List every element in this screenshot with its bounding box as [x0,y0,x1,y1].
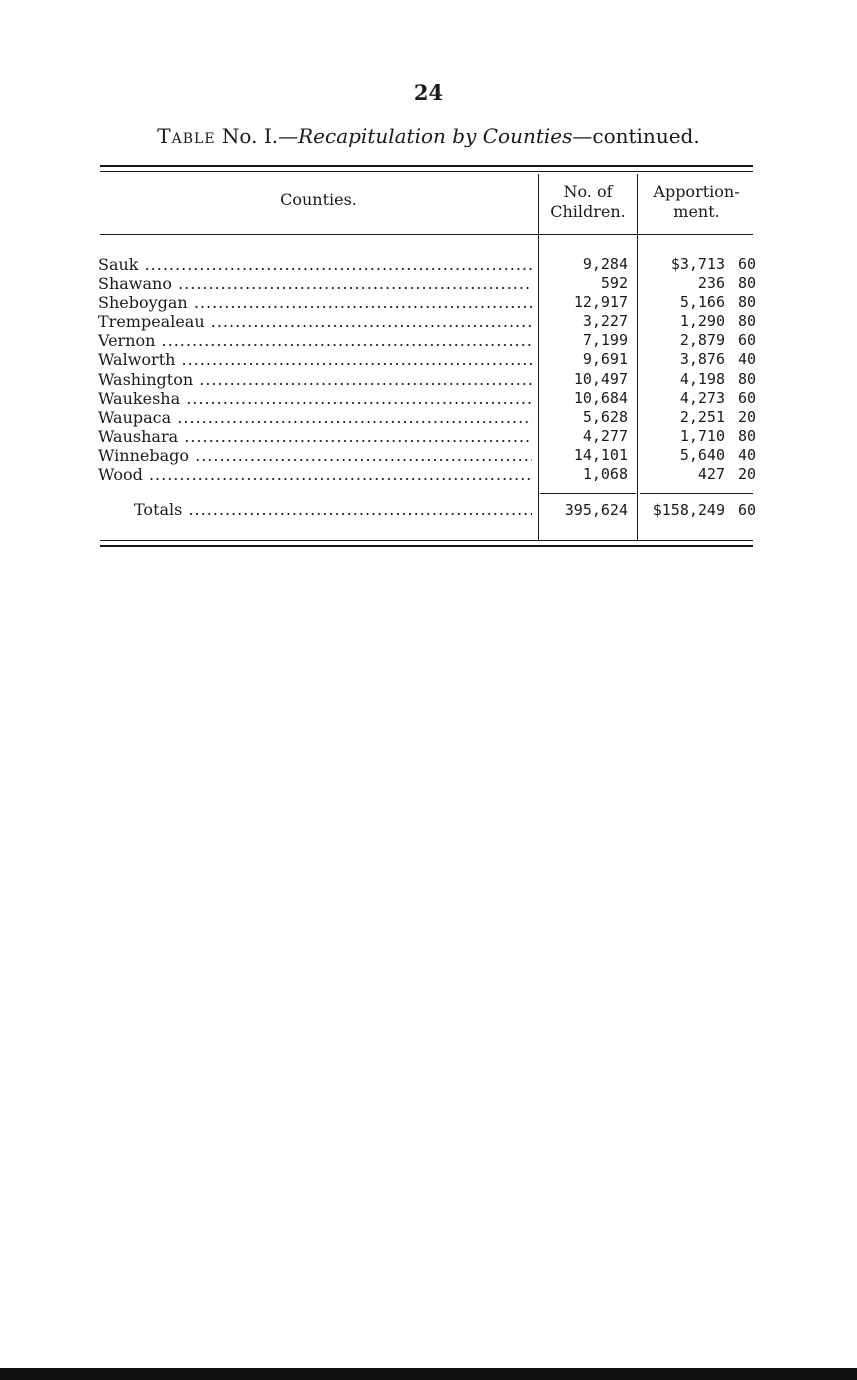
apportionment-dollars: 427 [697,465,725,484]
county-name: Sauk ..... [98,255,532,274]
table-row [98,408,758,427]
totals-cents: 60 [737,501,756,519]
apportionment-cents: 80 [737,312,756,331]
apportionment-cents: 40 [737,350,756,369]
totals-rule-apportionment [640,493,753,494]
apportionment-dollars: 4,273 [679,388,725,407]
apportionment-dollars: $3,713 [670,255,725,273]
totals-row [98,500,758,522]
table-row [98,274,758,293]
county-name: Vernon ..... [98,331,532,350]
totals-children: 395,624 [564,501,628,519]
totals-label: Totals ..... [134,500,532,520]
children-count: 3,227 [582,312,628,331]
children-count: 12,917 [573,293,628,312]
apportionment-cents: 20 [737,465,756,484]
children-count: 14,101 [573,445,628,464]
totals-rule-children [540,493,636,494]
county-name: Wood ..... [98,465,532,484]
header-children-line2: Children. [550,202,626,221]
apportionment-cents: 20 [737,407,756,426]
children-count: 7,199 [582,331,628,350]
apportionment-dollars: 2,879 [679,331,725,350]
apportionment-cents: 80 [737,274,756,293]
children-count: 9,284 [582,255,628,273]
children-count: 9,691 [582,350,628,369]
children-count: 4,277 [582,426,628,445]
county-name: Trempealeau ..... [98,312,532,331]
apportionment-dollars: 3,876 [679,350,725,369]
county-name: Waupaca ..... [98,408,532,427]
children-count: 5,628 [582,407,628,426]
apportionment-dollars: 5,166 [679,293,725,312]
bottom-rule-2 [100,545,753,547]
county-name: Winnebago ..... [98,446,532,465]
apportionment-cents: 80 [737,369,756,388]
table-row [98,293,758,312]
apportionment-cents: 60 [737,388,756,407]
header-counties: Counties. [280,190,357,209]
header-apportionment [640,182,753,222]
children-count: 10,684 [573,388,628,407]
county-name: Sheboygan ..... [98,293,532,312]
title-italic: Recapitulation by Counties [298,124,573,148]
totals-dollars: $158,249 [652,501,725,519]
apportionment-cents: 80 [737,426,756,445]
apportionment-dollars: 1,710 [679,426,725,445]
apportionment-dollars: 1,290 [679,312,725,331]
top-rule-1 [100,165,753,167]
header-rule [100,234,753,235]
header-children-line1: No. of [563,182,613,201]
table-row [98,446,758,465]
apportionment-dollars: 5,640 [679,445,725,464]
table-row [98,389,758,408]
table-title [0,124,857,148]
county-name: Shawano ..... [98,274,532,293]
apportionment-cents: 80 [737,293,756,312]
county-name: Walworth ..... [98,350,532,369]
page-number: 24 [413,80,444,105]
children-count: 1,068 [582,465,628,484]
children-count: 592 [600,274,628,293]
county-name: Waushara ..... [98,427,532,446]
apportionment-dollars: 236 [697,274,725,293]
top-rule-2 [100,171,753,172]
table-row [98,427,758,446]
apportionment-cents: 40 [737,445,756,464]
title-number: No. I.— [221,124,299,148]
table-row [98,370,758,389]
apportionment-dollars: 2,251 [679,407,725,426]
title-prefix: Table [157,124,216,148]
table-body [98,255,758,484]
apportionment-cents: 60 [737,331,756,350]
table-row [98,350,758,369]
header-apportionment-line2: ment. [673,202,720,221]
bottom-rule-1 [100,540,753,541]
county-name: Waukesha ..... [98,389,532,408]
county-name: Washington ..... [98,370,532,389]
table-row [98,331,758,350]
apportionment-cents: 60 [737,255,756,273]
apportionment-dollars: 4,198 [679,369,725,388]
table-row [98,312,758,331]
title-suffix: —continued. [572,124,700,148]
table-row [98,465,758,484]
children-count: 10,497 [573,369,628,388]
header-apportionment-line1: Apportion- [653,182,740,201]
header-children [540,182,636,222]
table-row [98,255,758,274]
scan-edge-band [0,1368,857,1380]
